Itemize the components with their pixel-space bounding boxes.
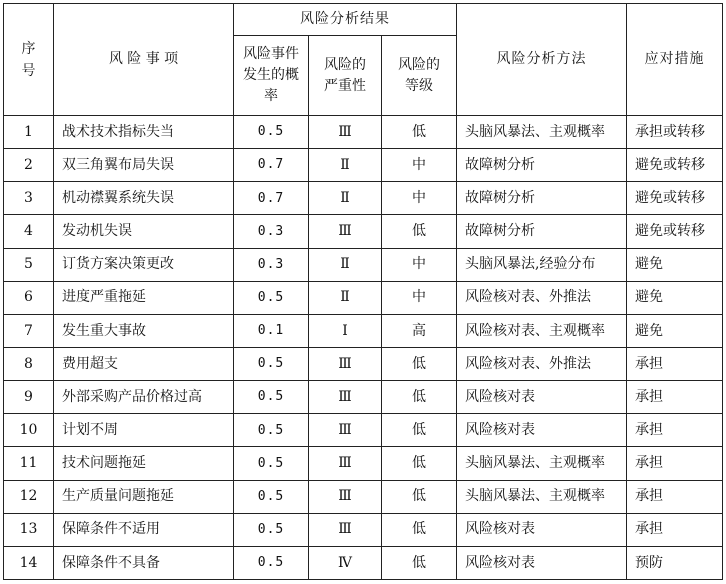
header-probability (234, 36, 309, 116)
cell-item: 双三角翼布局失误 (54, 149, 234, 182)
table-row (4, 281, 723, 314)
cell-level: 低 (382, 347, 457, 380)
cell-measure: 承担 (627, 513, 723, 546)
table-row (4, 414, 723, 447)
cell-seq: 6 (4, 281, 54, 314)
cell-method: 故障树分析 (457, 215, 627, 248)
cell-level: 中 (382, 281, 457, 314)
cell-item: 战术技术指标失当 (54, 116, 234, 149)
cell-measure: 承担 (627, 447, 723, 480)
cell-probability: 0.5 (234, 480, 309, 513)
cell-severity: Ⅲ (309, 414, 382, 447)
cell-probability: 0.3 (234, 248, 309, 281)
header-method (457, 4, 627, 116)
cell-seq: 11 (4, 447, 54, 480)
cell-severity: Ⅲ (309, 447, 382, 480)
cell-severity: Ⅲ (309, 513, 382, 546)
header-method-label: 风险分析方法 (496, 51, 587, 68)
header-level-label: 风险的等级 (398, 56, 440, 94)
header-severity (309, 36, 382, 116)
header-level (382, 36, 457, 116)
cell-item: 保障条件不适用 (54, 513, 234, 546)
cell-probability: 0.7 (234, 149, 309, 182)
cell-measure: 避免或转移 (627, 182, 723, 215)
cell-method: 风险核对表、外推法 (457, 347, 627, 380)
cell-seq: 14 (4, 546, 54, 579)
cell-item: 费用超支 (54, 347, 234, 380)
cell-method: 风险核对表 (457, 546, 627, 579)
cell-severity: Ⅱ (309, 248, 382, 281)
header-item-label: 风 险 事 项 (108, 51, 179, 68)
cell-method: 故障树分析 (457, 149, 627, 182)
cell-item: 生产质量问题拖延 (54, 480, 234, 513)
cell-severity: Ⅲ (309, 347, 382, 380)
cell-item: 订货方案决策更改 (54, 248, 234, 281)
cell-probability: 0.5 (234, 281, 309, 314)
cell-severity: Ⅱ (309, 149, 382, 182)
table-body (4, 116, 723, 580)
cell-level: 高 (382, 314, 457, 347)
cell-measure: 避免 (627, 248, 723, 281)
table-row (4, 381, 723, 414)
cell-level: 低 (382, 381, 457, 414)
cell-item: 技术问题拖延 (54, 447, 234, 480)
cell-method: 头脑风暴法、主观概率 (457, 447, 627, 480)
cell-measure: 预防 (627, 546, 723, 579)
cell-seq: 12 (4, 480, 54, 513)
header-severity-label: 风险的严重性 (324, 56, 366, 94)
header-analysis-group-label: 风险分析结果 (300, 11, 390, 28)
header-seq-label: 序号 (21, 40, 36, 79)
cell-seq: 1 (4, 116, 54, 149)
cell-severity: Ⅲ (309, 480, 382, 513)
cell-method: 风险核对表 (457, 414, 627, 447)
cell-severity: Ⅲ (309, 381, 382, 414)
table-row (4, 116, 723, 149)
cell-seq: 5 (4, 248, 54, 281)
cell-probability: 0.5 (234, 347, 309, 380)
header-measure-label: 应对措施 (644, 51, 705, 68)
cell-probability: 0.5 (234, 116, 309, 149)
cell-seq: 8 (4, 347, 54, 380)
header-seq (4, 4, 54, 116)
cell-level: 低 (382, 447, 457, 480)
cell-item: 外部采购产品价格过高 (54, 381, 234, 414)
table-row (4, 347, 723, 380)
cell-measure: 承担 (627, 347, 723, 380)
cell-seq: 4 (4, 215, 54, 248)
table-row (4, 248, 723, 281)
header-probability-label: 风险事件发生的概率 (243, 46, 299, 104)
cell-measure: 避免 (627, 314, 723, 347)
cell-level: 中 (382, 182, 457, 215)
table-row (4, 480, 723, 513)
cell-probability: 0.5 (234, 513, 309, 546)
cell-item: 进度严重拖延 (54, 281, 234, 314)
cell-method: 故障树分析 (457, 182, 627, 215)
cell-seq: 10 (4, 414, 54, 447)
header-analysis-group (234, 4, 457, 36)
cell-item: 保障条件不具备 (54, 546, 234, 579)
cell-level: 低 (382, 116, 457, 149)
cell-probability: 0.5 (234, 381, 309, 414)
cell-probability: 0.1 (234, 314, 309, 347)
cell-method: 风险核对表、主观概率 (457, 314, 627, 347)
cell-probability: 0.5 (234, 546, 309, 579)
cell-method: 风险核对表 (457, 513, 627, 546)
cell-probability: 0.7 (234, 182, 309, 215)
cell-severity: Ⅰ (309, 314, 382, 347)
cell-seq: 2 (4, 149, 54, 182)
cell-measure: 承担 (627, 414, 723, 447)
cell-seq: 3 (4, 182, 54, 215)
cell-item: 计划不周 (54, 414, 234, 447)
cell-level: 低 (382, 215, 457, 248)
cell-method: 头脑风暴法,经验分布 (457, 248, 627, 281)
cell-item: 机动襟翼系统失误 (54, 182, 234, 215)
cell-level: 低 (382, 414, 457, 447)
cell-severity: Ⅳ (309, 546, 382, 579)
cell-method: 风险核对表 (457, 381, 627, 414)
header-measure (627, 4, 723, 116)
table-row (4, 149, 723, 182)
table-row (4, 546, 723, 579)
cell-seq: 13 (4, 513, 54, 546)
cell-level: 低 (382, 480, 457, 513)
table-row (4, 215, 723, 248)
cell-measure: 避免 (627, 281, 723, 314)
cell-item: 发动机失误 (54, 215, 234, 248)
table-row (4, 314, 723, 347)
cell-measure: 避免或转移 (627, 149, 723, 182)
cell-severity: Ⅲ (309, 215, 382, 248)
risk-analysis-table (3, 3, 723, 580)
cell-severity: Ⅱ (309, 182, 382, 215)
table-row (4, 513, 723, 546)
cell-seq: 9 (4, 381, 54, 414)
cell-severity: Ⅲ (309, 116, 382, 149)
table-row (4, 182, 723, 215)
table-row (4, 447, 723, 480)
cell-method: 头脑风暴法、主观概率 (457, 116, 627, 149)
cell-level: 中 (382, 248, 457, 281)
cell-measure: 避免或转移 (627, 215, 723, 248)
cell-measure: 承担 (627, 381, 723, 414)
cell-measure: 承担 (627, 480, 723, 513)
cell-item: 发生重大事故 (54, 314, 234, 347)
cell-level: 低 (382, 513, 457, 546)
header-item (54, 4, 234, 116)
cell-seq: 7 (4, 314, 54, 347)
cell-level: 低 (382, 546, 457, 579)
cell-method: 风险核对表、外推法 (457, 281, 627, 314)
cell-level: 中 (382, 149, 457, 182)
cell-probability: 0.3 (234, 215, 309, 248)
cell-severity: Ⅱ (309, 281, 382, 314)
cell-measure: 承担或转移 (627, 116, 723, 149)
cell-probability: 0.5 (234, 414, 309, 447)
cell-probability: 0.5 (234, 447, 309, 480)
cell-method: 头脑风暴法、主观概率 (457, 480, 627, 513)
